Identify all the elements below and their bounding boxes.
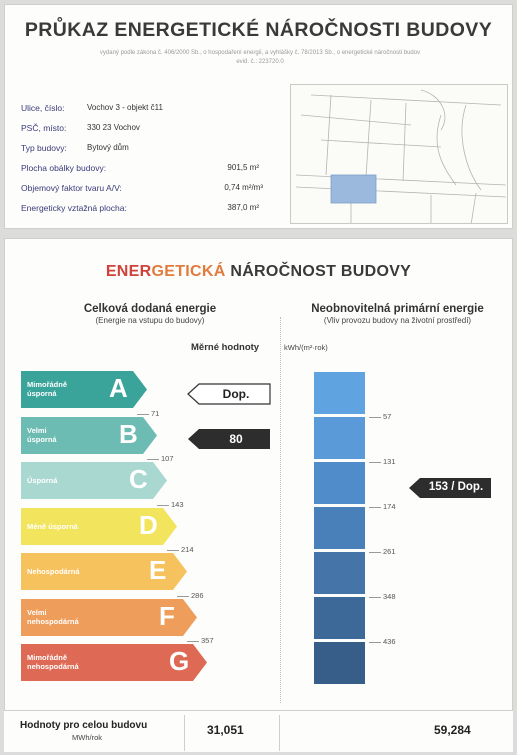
- totals-unit: MWh/rok: [72, 733, 102, 742]
- subtitle-evid: evid. č.: 223720.0: [236, 59, 284, 65]
- area-value: 387,0 m²: [227, 203, 259, 212]
- primary-class-segment: [314, 507, 365, 549]
- class-label: Úsporná: [27, 476, 58, 485]
- threshold-tick: [177, 596, 189, 597]
- primary-energy-subheading: (Vliv provozu budovy na životní prostředí): [323, 316, 472, 325]
- class-label: Méně úsporná: [27, 521, 78, 531]
- threshold-tick: [147, 459, 159, 460]
- class-letter: C: [129, 464, 148, 494]
- delivered-energy-heading: Celková dodaná energie: [83, 303, 217, 315]
- cadastral-map-drawing: [291, 85, 508, 224]
- av-factor-label: Objemový faktor tvaru A/V:: [21, 183, 122, 193]
- primary-class-segment: [314, 417, 365, 459]
- city-label: PSČ, místo:: [21, 123, 67, 133]
- energy-class-g: [21, 644, 207, 681]
- subtitle-law: vydaný podle zákona č. 406/2000 Sb., o hospodaření energií, a vyhlášky č. 78/2013 Sb., o energetické náročnosti budov: [99, 50, 421, 56]
- primary-threshold-tick: [369, 417, 381, 418]
- primary-threshold-value: 436: [383, 637, 396, 646]
- specific-values-label: Měrné hodnoty: [191, 342, 260, 353]
- energy-class-a: [21, 371, 147, 408]
- primary-threshold-value: 174: [383, 502, 396, 511]
- energy-performance-title: [5, 263, 512, 281]
- specific-values-unit: kWh/(m²·rok): [284, 343, 328, 352]
- delivered-energy-subheading: (Energie na vstupu do budovy): [95, 316, 205, 325]
- building-info: [13, 85, 285, 230]
- threshold-tick: [167, 550, 179, 551]
- certificate-title: PRŮKAZ ENERGETICKÉ NÁROČNOSTI BUDOVY: [24, 19, 493, 41]
- av-factor-value: 0,74 m²/m³: [224, 183, 263, 192]
- class-label: Mimořádně nehospodárná: [27, 653, 79, 671]
- area-label: Energeticky vztažná plocha:: [21, 203, 127, 213]
- totals-separator-1: [184, 715, 185, 751]
- class-letter: F: [159, 600, 175, 631]
- totals-label: Hodnoty pro celou budovu: [20, 720, 148, 731]
- envelope-value: 901,5 m²: [227, 163, 259, 172]
- type-value: Bytový dům: [87, 143, 129, 152]
- class-label: Velmi nehospodárná: [27, 607, 79, 626]
- threshold-value: 357: [201, 636, 214, 645]
- threshold-value: 107: [161, 454, 174, 463]
- threshold-value: 143: [171, 499, 184, 509]
- city-value: 330 23 Vochov: [87, 123, 140, 132]
- type-row: [21, 143, 129, 153]
- primary-class-segment: [314, 597, 365, 639]
- class-letter: E: [149, 555, 167, 585]
- energy-class-f: [21, 599, 197, 636]
- address-label: Ulice, číslo:: [21, 103, 65, 113]
- energy-class-e: [21, 553, 187, 590]
- primary-threshold-tick: [369, 507, 381, 508]
- primary-class-segment: [314, 372, 365, 414]
- threshold-value: 214: [181, 545, 194, 554]
- totals-separator-2: [279, 715, 280, 751]
- class-label: Velmi úsporná: [27, 425, 57, 444]
- primary-class-segment: [314, 462, 365, 504]
- energy-class-c: [21, 462, 167, 499]
- building-totals-row: [4, 710, 513, 752]
- area-row: [21, 203, 259, 213]
- title-part-3: NÁROČNOST BUDOVY: [225, 263, 412, 280]
- primary-threshold-value: 261: [383, 547, 396, 556]
- primary-energy-header: [290, 303, 505, 325]
- delivered-energy-header: [45, 303, 255, 325]
- building-plot-highlight: [331, 175, 376, 203]
- primary-threshold-value: 348: [383, 592, 396, 601]
- reference-label: Dop.: [222, 387, 250, 401]
- address-row: [21, 103, 163, 113]
- primary-energy-heading: Neobnovitelná primární energie: [311, 303, 484, 315]
- primary-threshold-tick: [369, 462, 381, 463]
- cadastral-map: [290, 84, 508, 224]
- av-factor-row: [21, 183, 263, 193]
- class-letter: G: [169, 646, 190, 676]
- column-divider: [280, 317, 281, 703]
- primary-threshold-value: 57: [383, 412, 392, 421]
- certificate-subtitle: [35, 49, 485, 67]
- envelope-label: Plocha obálky budovy:: [21, 163, 107, 173]
- primary-threshold-tick: [369, 597, 381, 598]
- envelope-row: [21, 163, 259, 173]
- title-part-1: ENER: [105, 263, 152, 280]
- primary-value: 153 / Dop.: [428, 481, 484, 493]
- type-label: Typ budovy:: [21, 143, 67, 153]
- threshold-tick: [137, 414, 149, 415]
- class-letter: A: [109, 373, 128, 403]
- class-letter: B: [119, 418, 138, 449]
- certificate-header-card: [4, 4, 513, 229]
- city-row: [21, 123, 140, 133]
- class-label: Nehospodárná: [27, 567, 80, 576]
- totals-delivered-value: 31,051: [207, 723, 244, 737]
- energy-performance-card: [4, 238, 513, 752]
- energy-class-d: [21, 508, 177, 545]
- threshold-value: 71: [151, 408, 160, 418]
- totals-primary-value: 59,284: [434, 723, 471, 737]
- address-value: Vochov 3 - objekt č11: [87, 103, 163, 112]
- primary-class-segment: [314, 642, 365, 684]
- class-letter: D: [139, 509, 158, 540]
- title-part-2: GETICKÁ: [151, 263, 226, 280]
- delivered-value: 80: [229, 432, 243, 446]
- threshold-value: 286: [191, 590, 204, 600]
- threshold-tick: [157, 505, 169, 506]
- threshold-tick: [187, 641, 199, 642]
- primary-class-segment: [314, 552, 365, 594]
- energy-class-b: [21, 417, 157, 454]
- primary-threshold-value: 131: [383, 457, 396, 466]
- class-label: Mimořádně úsporná: [27, 380, 68, 398]
- primary-threshold-tick: [369, 642, 381, 643]
- primary-threshold-tick: [369, 552, 381, 553]
